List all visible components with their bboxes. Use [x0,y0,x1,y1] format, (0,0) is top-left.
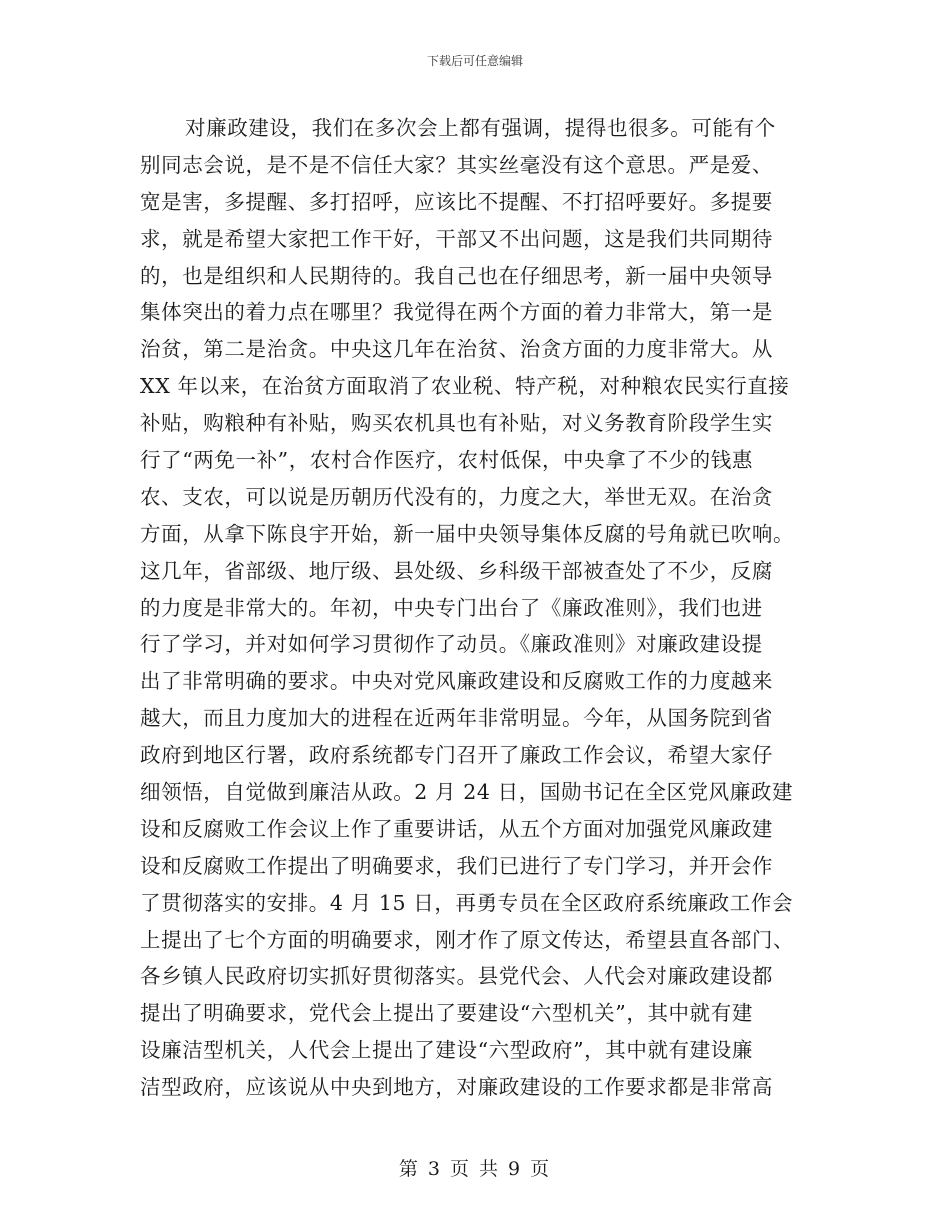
text-line: 别同志会说，是不是不信任大家？其实丝毫没有这个意思。严是爱、 [140,152,773,177]
page-header: 下载后可任意编辑 [426,54,523,68]
text-line: 上提出了七个方面的明确要求，刚才作了原文传达，希望县直各部门、 [140,927,795,952]
text-line: 出了非常明确的要求。中央对党风廉政建设和反腐败工作的力度越来 [140,669,773,694]
text-line: 越大，而且力度加大的进程在近两年非常明显。今年，从国务院到省 [140,706,773,731]
text-line: 宽是害，多提醒、多打招呼，应该比不提醒、不打招呼要好。多提要 [140,189,773,214]
text-line: 设廉洁型机关，人代会上提出了建设“六型政府”，其中就有建设廉 [140,1038,753,1063]
text-line: 方面，从拿下陈良宇开始，新一届中央领导集体反腐的号角就已吹响。 [140,521,795,546]
text-line: 的，也是组织和人民期待的。我自己也在仔细思考，新一届中央领导 [140,263,773,288]
text-line: 各乡镇人民政府切实抓好贯彻落实。县党代会、人代会对廉政建设都 [140,964,773,989]
text-line: 设和反腐败工作会议上作了重要讲话，从五个方面对加强党风廉政建 [140,816,773,841]
text-line: 政府到地区行署，政府系统都专门召开了廉政工作会议，希望大家仔 [140,743,773,768]
text-line: 集体突出的着力点在哪里？我觉得在两个方面的着力非常大，第一是 [140,300,773,325]
text-line: 了贯彻落实的安排。4 月 15 日，再勇专员在全区政府系统廉政工作会 [140,890,794,915]
text-line: 的力度是非常大的。年初，中央专门出台了《廉政准则》，我们也进 [140,595,763,620]
text-line: 对廉政建设，我们在多次会上都有强调，提得也很多。可能有个 [185,116,776,140]
text-line: 行了“两免一补”，农村合作医疗，农村低保，中央拿了不少的钱惠 [140,448,753,473]
text-line: 农、支农，可以说是历朝历代没有的，力度之大，举世无双。在治贪 [140,484,773,509]
text-line: 行了学习，并对如何学习贯彻作了动员。《廉政准则》对廉政建设提 [140,632,763,657]
text-line: 提出了明确要求，党代会上提出了要建设“六型机关”，其中就有建 [140,1001,753,1026]
body-text [140,110,800,1106]
text-line: 补贴，购粮种有补贴，购买农机具也有补贴，对义务教育阶段学生实 [140,411,773,436]
page-number: 第 3 页 共 9 页 [398,1158,552,1180]
text-line: 治贫，第二是治贪。中央这几年在治贫、治贪方面的力度非常大。从 [140,337,773,362]
text-line: 洁型政府，应该说从中央到地方，对廉政建设的工作要求都是非常高 [140,1075,773,1100]
text-line: 求，就是希望大家把工作干好，干部又不出问题，这是我们共同期待 [140,226,773,251]
text-line: 这几年，省部级、地厅级、县处级、乡科级干部被查处了不少，反腐 [140,558,773,583]
text-line: XX 年以来，在治贫方面取消了农业税、特产税，对种粮农民实行直接 [140,374,790,399]
text-line: 细领悟，自觉做到廉洁从政。2 月 24 日，国勋书记在全区党风廉政建 [140,780,794,805]
text-line: 设和反腐败工作提出了明确要求，我们已进行了专门学习，并开会作 [140,853,773,878]
